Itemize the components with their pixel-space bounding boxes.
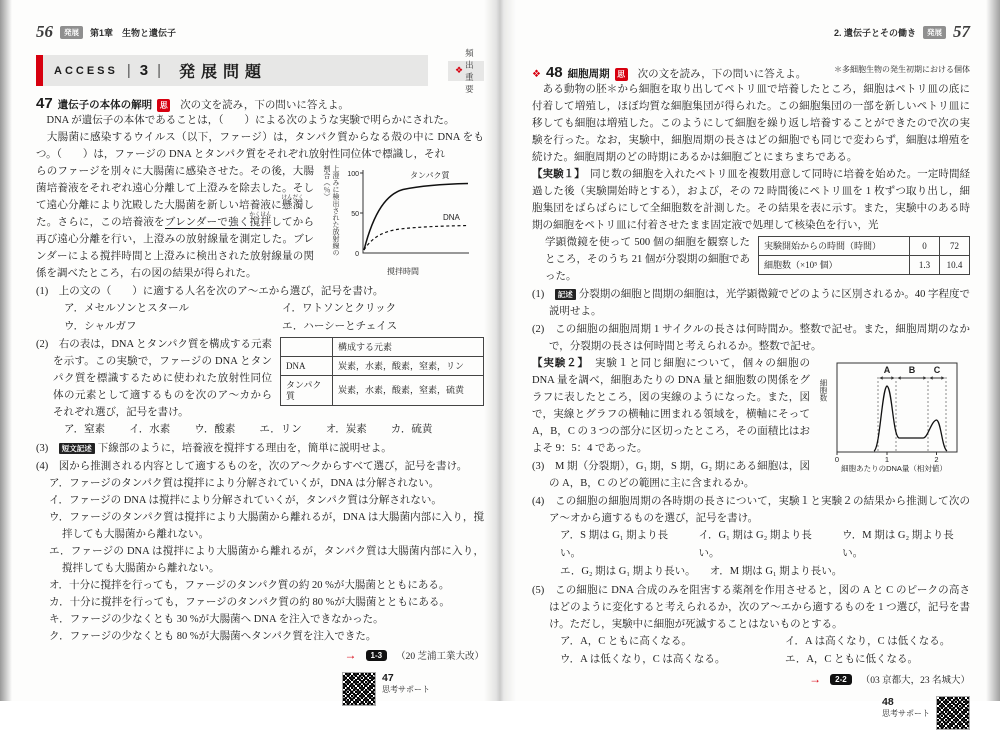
graph-x-axis-label: 撹拌時間 [387, 267, 419, 276]
frequent-diamond-icon: ❖ [532, 69, 541, 80]
banner-brand: ACCESS [54, 64, 118, 77]
ruby-kendaku [281, 195, 304, 211]
option: ア．A，C ともに高くなる。 [560, 636, 692, 647]
option: オ．十分に撹拌を行っても，ファージのタンパク質の約 20 %が大腸菌とともにある。 [49, 580, 450, 591]
question-text: この細胞の細胞周期の各時期の長さについて，実験１と実験２の結果から推測して次のア～オから適するものを選び，記号を書け。 [549, 496, 970, 524]
option: イ．G₁ 期は G₂ 期より長い。 [698, 530, 812, 559]
cell-count-curve [874, 386, 947, 451]
option: カ．十分に撹拌を行っても，ファージのタンパク質の約 80 %が大腸菌とともにある。 [49, 597, 450, 608]
graph-y-axis-label: 細胞数 [819, 379, 828, 402]
table-corner-cell [281, 338, 333, 357]
phage-graph-svg [340, 165, 472, 265]
question-48-1 [532, 286, 970, 320]
dna-histogram-svg [829, 357, 963, 463]
section-ref-badge: 2-2 [830, 674, 852, 685]
qr-code-icon [342, 672, 376, 706]
section-title: 2. 遺伝子とその働き [833, 27, 916, 38]
option: ウ．酸素 [194, 424, 236, 435]
chapter-title: 第1章 生物と遺伝子 [90, 27, 177, 38]
question-text: この細胞の細胞周期 1 サイクルの長さは何時間か。整数で記せ。また，細胞周期のなかで，分裂期の長さは何時間と考えられるか。整数で記せ。 [549, 324, 970, 352]
question-48-4-options-row2 [532, 563, 970, 581]
option: ア．窒素 [64, 424, 106, 435]
row-value: 炭素，水素，酸素，窒素，硫黄 [333, 376, 484, 406]
banner-title: 発展問題 [179, 64, 268, 81]
question-number: (1) [36, 286, 49, 297]
phage-blender-graph [322, 165, 484, 277]
problem-number: 48 [545, 64, 563, 81]
qr-code-icon [936, 696, 970, 730]
page-header-left [36, 22, 484, 42]
question-text: 右の表は，DNA とタンパク質を構成する元素を示す。この実験で，ファージの DNA とタンパク質を標識するために使われた放射性同位体の元素として適するものを次のア～カからそれぞれ選び，記号を書け。 [53, 339, 273, 418]
question-47-4 [36, 458, 484, 475]
intro-paragraph: ある動物の胚＊から細胞を取り出してペトリ皿で培養したところ，細胞はペトリ皿の底に付着して増殖し，ほぼ均質な細胞集団が得られた。この細胞集団の一部を新しいペトリ皿に移しても細胞は増殖した。このようにして細胞を繰り返し培養することができたので次の実験を行った。なお，実験中，細胞周期の長さはどの細胞でも同じで変わらず，細胞は増殖を続けた。細胞周期のどの時期にあるかは細胞ごとにまちまちである。 [532, 84, 970, 163]
x-tick-1: 1 [884, 455, 890, 464]
question-number: (2) [532, 324, 545, 335]
table-row [281, 338, 484, 357]
dna-histogram-figure [818, 357, 970, 474]
row-label: 細胞数（×10⁵ 個） [759, 256, 910, 275]
furigana: けんだく [281, 195, 304, 201]
level-badge: 発展 [923, 26, 946, 39]
question-number: (3) [36, 443, 49, 454]
page-header-right [532, 22, 970, 42]
y-tick-100: 100 [347, 171, 359, 178]
problem-lead: 次の文を読み，下の問いに答えよ。 [637, 69, 807, 80]
question-47-1-options [36, 300, 484, 335]
option: オ．M 期は G₁ 期より長い。 [709, 566, 843, 577]
qr-meta [882, 696, 930, 719]
intro-paragraph-2-start: 大腸菌に感染するウイルス（以下，ファージ）は，タンパク質からなる殻の中に DNA をもつ。（ ）は，ファージの DNA とタンパク質をそれぞれ放射性同位体で標識し，それ [36, 132, 484, 160]
question-47-1 [36, 283, 484, 300]
ref-arrow-icon: → [809, 672, 822, 686]
ruby-base: 懸濁 [281, 200, 304, 211]
question-number: (3) [532, 461, 545, 472]
option: ア．ファージのタンパク質は撹拌により分解されていくが，DNA は分解されない。 [49, 478, 440, 489]
option: エ．リン [259, 424, 302, 435]
problem-47-footer [36, 648, 484, 662]
option: キ．ファージの少なくとも 30 %が大腸菌へ DNA を注入できなかった。 [49, 614, 384, 625]
red-accent-bar [36, 55, 43, 86]
option: エ．ハーシーとチェイス [282, 320, 398, 332]
text-segment: らのファージを別々に大腸菌に感染させた。その後，大腸菌培養液をそれぞれ遠心分離して上澄みを除去した。そして遠心分離により沈殿した大腸菌を新しい培養液に [36, 166, 314, 211]
table-row [759, 237, 970, 256]
qr-label: 思考サポート [382, 685, 430, 694]
question-text: M 期（分裂期），G₁ 期，S 期，G₂ 期にある細胞は，図の A，B，C のどの範囲に主に含まれるか。 [549, 461, 810, 489]
option: ア．S 期は G₁ 期より長い。 [560, 530, 669, 559]
qr-meta [382, 672, 430, 695]
row-value: 炭素，水素，酸素，窒素，リン [333, 357, 484, 376]
problem-title: 遺伝子の本体の解明 [57, 99, 153, 111]
question-text: 図から推測される内容として適するものを，次のア～クからすべて選び，記号を書け。 [58, 461, 468, 472]
row-label: 実験開始からの時間（時間） [759, 237, 910, 256]
source-citation: （03 京都大，23 名城大） [860, 676, 970, 686]
frequent-important-tag [448, 47, 484, 94]
graph-row [818, 357, 970, 463]
problem-lead: 次の文を読み，下の問いに答えよ。 [180, 100, 349, 111]
option: イ．ファージの DNA は撹拌により分解されていくが，タンパク質は分解されない。 [49, 495, 442, 506]
region-c-label: C [933, 365, 941, 375]
question-48-2 [532, 321, 970, 355]
diamond-icon: ❖ [455, 65, 464, 75]
cell-count-72h: 10.4 [940, 256, 970, 275]
text-segment: 同じ数の細胞を入れたペトリ皿を複数用意して同時に培養を始めた。一定時間経過した後（実験開始時とする），および，その 72 時間後にペトリ皿を 1 枚ずつ取り出し，細胞集団をばらばらにして全細胞数を計測した。その結果を表に示す。また，実験中のある時期の細胞をペトリ皿に付着させたまま固定液で処理して核染色を行い，光 [532, 169, 971, 231]
page-56 [0, 0, 500, 701]
option: イ．水素 [129, 424, 171, 435]
text-segment: した。さらに，この培養液を [36, 200, 314, 228]
problem-title: 細胞周期 [567, 68, 610, 80]
row-label: DNA [281, 357, 333, 376]
question-text: この細胞に DNA 合成のみを阻害する薬剤を作用させると，図の A と C のピークの高さはどのように変化すると考えられるか，次のア～エから適するものを 1 つ選び，記号を書け。ただし，実験中に細胞が死滅することはないものとする。 [549, 585, 971, 630]
question-number: (4) [532, 496, 545, 507]
row-label: タンパク質 [281, 376, 333, 406]
problem-48-footer [532, 672, 970, 686]
y-tick-0: 0 [355, 251, 359, 258]
question-48-5 [532, 582, 970, 633]
option: エ．ファージの DNA は撹拌により大腸菌から離れるが，タンパク質は大腸菌内部に入り，撹拌しても大腸菌から離れない。 [49, 546, 484, 574]
value-0h: 0 [910, 237, 940, 256]
option: エ．A，C ともに低くなる。 [785, 654, 919, 665]
qr-problem-number: 48 [882, 696, 894, 708]
short-answer-badge: 短文記述 [59, 443, 95, 454]
option: ウ．シャルガフ [64, 320, 137, 332]
text-segment: してから再び遠心分離を行い，上澄みの放射線量を測定した。ブレンダーによる撹拌時間と上澄みに検出された放射線量の関係を調べたところ，右の図の結果が得られた。 [36, 217, 315, 279]
thinking-badge: 思 [157, 99, 170, 112]
access-banner [36, 55, 428, 86]
option: イ．A は高くなり，C は低くなる。 [785, 636, 951, 647]
qr-support-48 [532, 696, 970, 730]
option: ウ．ファージのタンパク質は撹拌により大腸菌から離れるが，DNA は大腸菌内部に入り，撹拌しても大腸菌から離れない。 [49, 512, 484, 540]
source-citation: （20 芝浦工業大改） [396, 652, 484, 662]
experiment-2-label: 【実験２】 [532, 357, 584, 369]
page-number: 57 [953, 22, 970, 41]
access-banner-row [36, 47, 484, 94]
graph-row [322, 165, 484, 265]
experiment-1-label: 【実験１】 [532, 168, 580, 180]
question-48-5-options [532, 633, 970, 669]
qr-label: 思考サポート [882, 709, 930, 718]
question-text: 上の文の（ ）に適する人名を次のア～エから選び，記号を書け。 [58, 286, 384, 297]
experiment-1-rest: 学顕微鏡を使って 500 個の細胞を観察したところ，そのうち 21 個が分裂期の細胞であった。 [545, 237, 750, 282]
thinking-badge: 思 [615, 68, 628, 81]
question-number: (5) [532, 585, 545, 596]
region-a-label: A [883, 365, 891, 375]
table-row [281, 376, 484, 406]
option: イ．ワトソンとクリック [282, 303, 397, 314]
ref-arrow-icon: → [344, 648, 357, 662]
x-tick-0: 0 [834, 455, 840, 464]
section-ref-badge: 1-3 [366, 650, 388, 661]
question-47-2-options [36, 421, 484, 439]
question-47-4-options [36, 475, 484, 645]
ruby-base: 撹拌 [249, 217, 272, 228]
option: ク．ファージの少なくとも 80 %が大腸菌へタンパク質を注入できた。 [49, 631, 377, 642]
problem-number: 47 [36, 95, 53, 112]
plot-border [837, 363, 957, 452]
table-row [281, 357, 484, 376]
protein-curve-label: タンパク質 [410, 171, 450, 180]
problem-48-heading [532, 64, 970, 81]
question-number: (4) [36, 461, 49, 472]
frequent-important-label: 頻出重要 [465, 47, 474, 94]
question-text: 下線部のように，培養液を撹拌する理由を，簡単に説明せよ。 [97, 443, 392, 454]
cell-count-table [758, 236, 970, 275]
table-row [759, 256, 970, 275]
question-number: (1) [532, 289, 545, 300]
y-tick-50: 50 [351, 211, 359, 218]
question-47-3 [36, 440, 484, 457]
level-badge: 発展 [60, 26, 83, 39]
intro-paragraph-1: DNA が遺伝子の本体であることは，（ ）による次のような実験で明らかにされた。 [36, 115, 455, 126]
region-b-label: B [908, 365, 916, 375]
option: オ．炭素 [325, 424, 367, 435]
value-72h: 72 [940, 237, 970, 256]
furigana: かくはん [249, 212, 272, 218]
banner-separator: | [126, 62, 131, 79]
page-number: 56 [36, 22, 53, 41]
question-text: 分裂期の細胞と間期の細胞は，光学顕微鏡でどのように区別されるか。40 字程度で説明せよ。 [549, 289, 971, 317]
dna-curve [364, 226, 468, 251]
problem-47-heading [36, 95, 484, 112]
graph-y-axis-label: 上澄みに検出された放射線の割合（％） [323, 165, 339, 256]
option: ウ．A は低くなり，C は高くなる。 [560, 654, 726, 665]
experiment-1-start [532, 166, 970, 234]
question-48-4 [532, 493, 970, 527]
graph-x-axis-label: 細胞あたりのDNA量（相対値） [841, 464, 947, 473]
option: ウ．M 期は G₂ 期より長い。 [842, 530, 954, 559]
elements-table [280, 337, 484, 406]
question-number: (2) [36, 339, 49, 350]
table-header-cell: 構成する元素 [333, 338, 484, 357]
ruby-kakuhan [249, 212, 272, 228]
qr-problem-number: 47 [382, 672, 394, 684]
written-answer-badge: 記述 [555, 289, 576, 300]
option: エ．G₂ 期は G₁ 期より長い。 [560, 566, 696, 577]
footnote-embryo: ＊多細胞生物の発生初期における個体 [834, 65, 970, 74]
banner-separator: | [157, 62, 161, 79]
question-48-4-options-row1 [532, 527, 970, 563]
dna-curve-label: DNA [443, 213, 460, 222]
underlined-phrase [164, 212, 272, 229]
x-tick-2: 2 [934, 455, 939, 464]
cell-count-0h: 1.3 [910, 256, 940, 275]
banner-number: 3 [139, 62, 149, 79]
text-segment: 実験１と同じ細胞について，個々の細胞の DNA 量を調べ，細胞あたりの DNA 量と細胞数の関係をグラフに表したところ，図の実線のようになった。また，図で，実線とグラフの横軸に囲まれる領域を，横軸にそって A，B，C の 3 つの部分に区切ったところ，その面積比はおよそ 9：5：4 であった。 [532, 358, 810, 454]
option: ア．メセルソンとスタール [64, 303, 189, 314]
qr-support-47 [342, 672, 484, 706]
page-57 [500, 0, 1000, 718]
text-segment: ブレンダーで強く [164, 217, 250, 228]
option: カ．硫黄 [390, 424, 433, 435]
